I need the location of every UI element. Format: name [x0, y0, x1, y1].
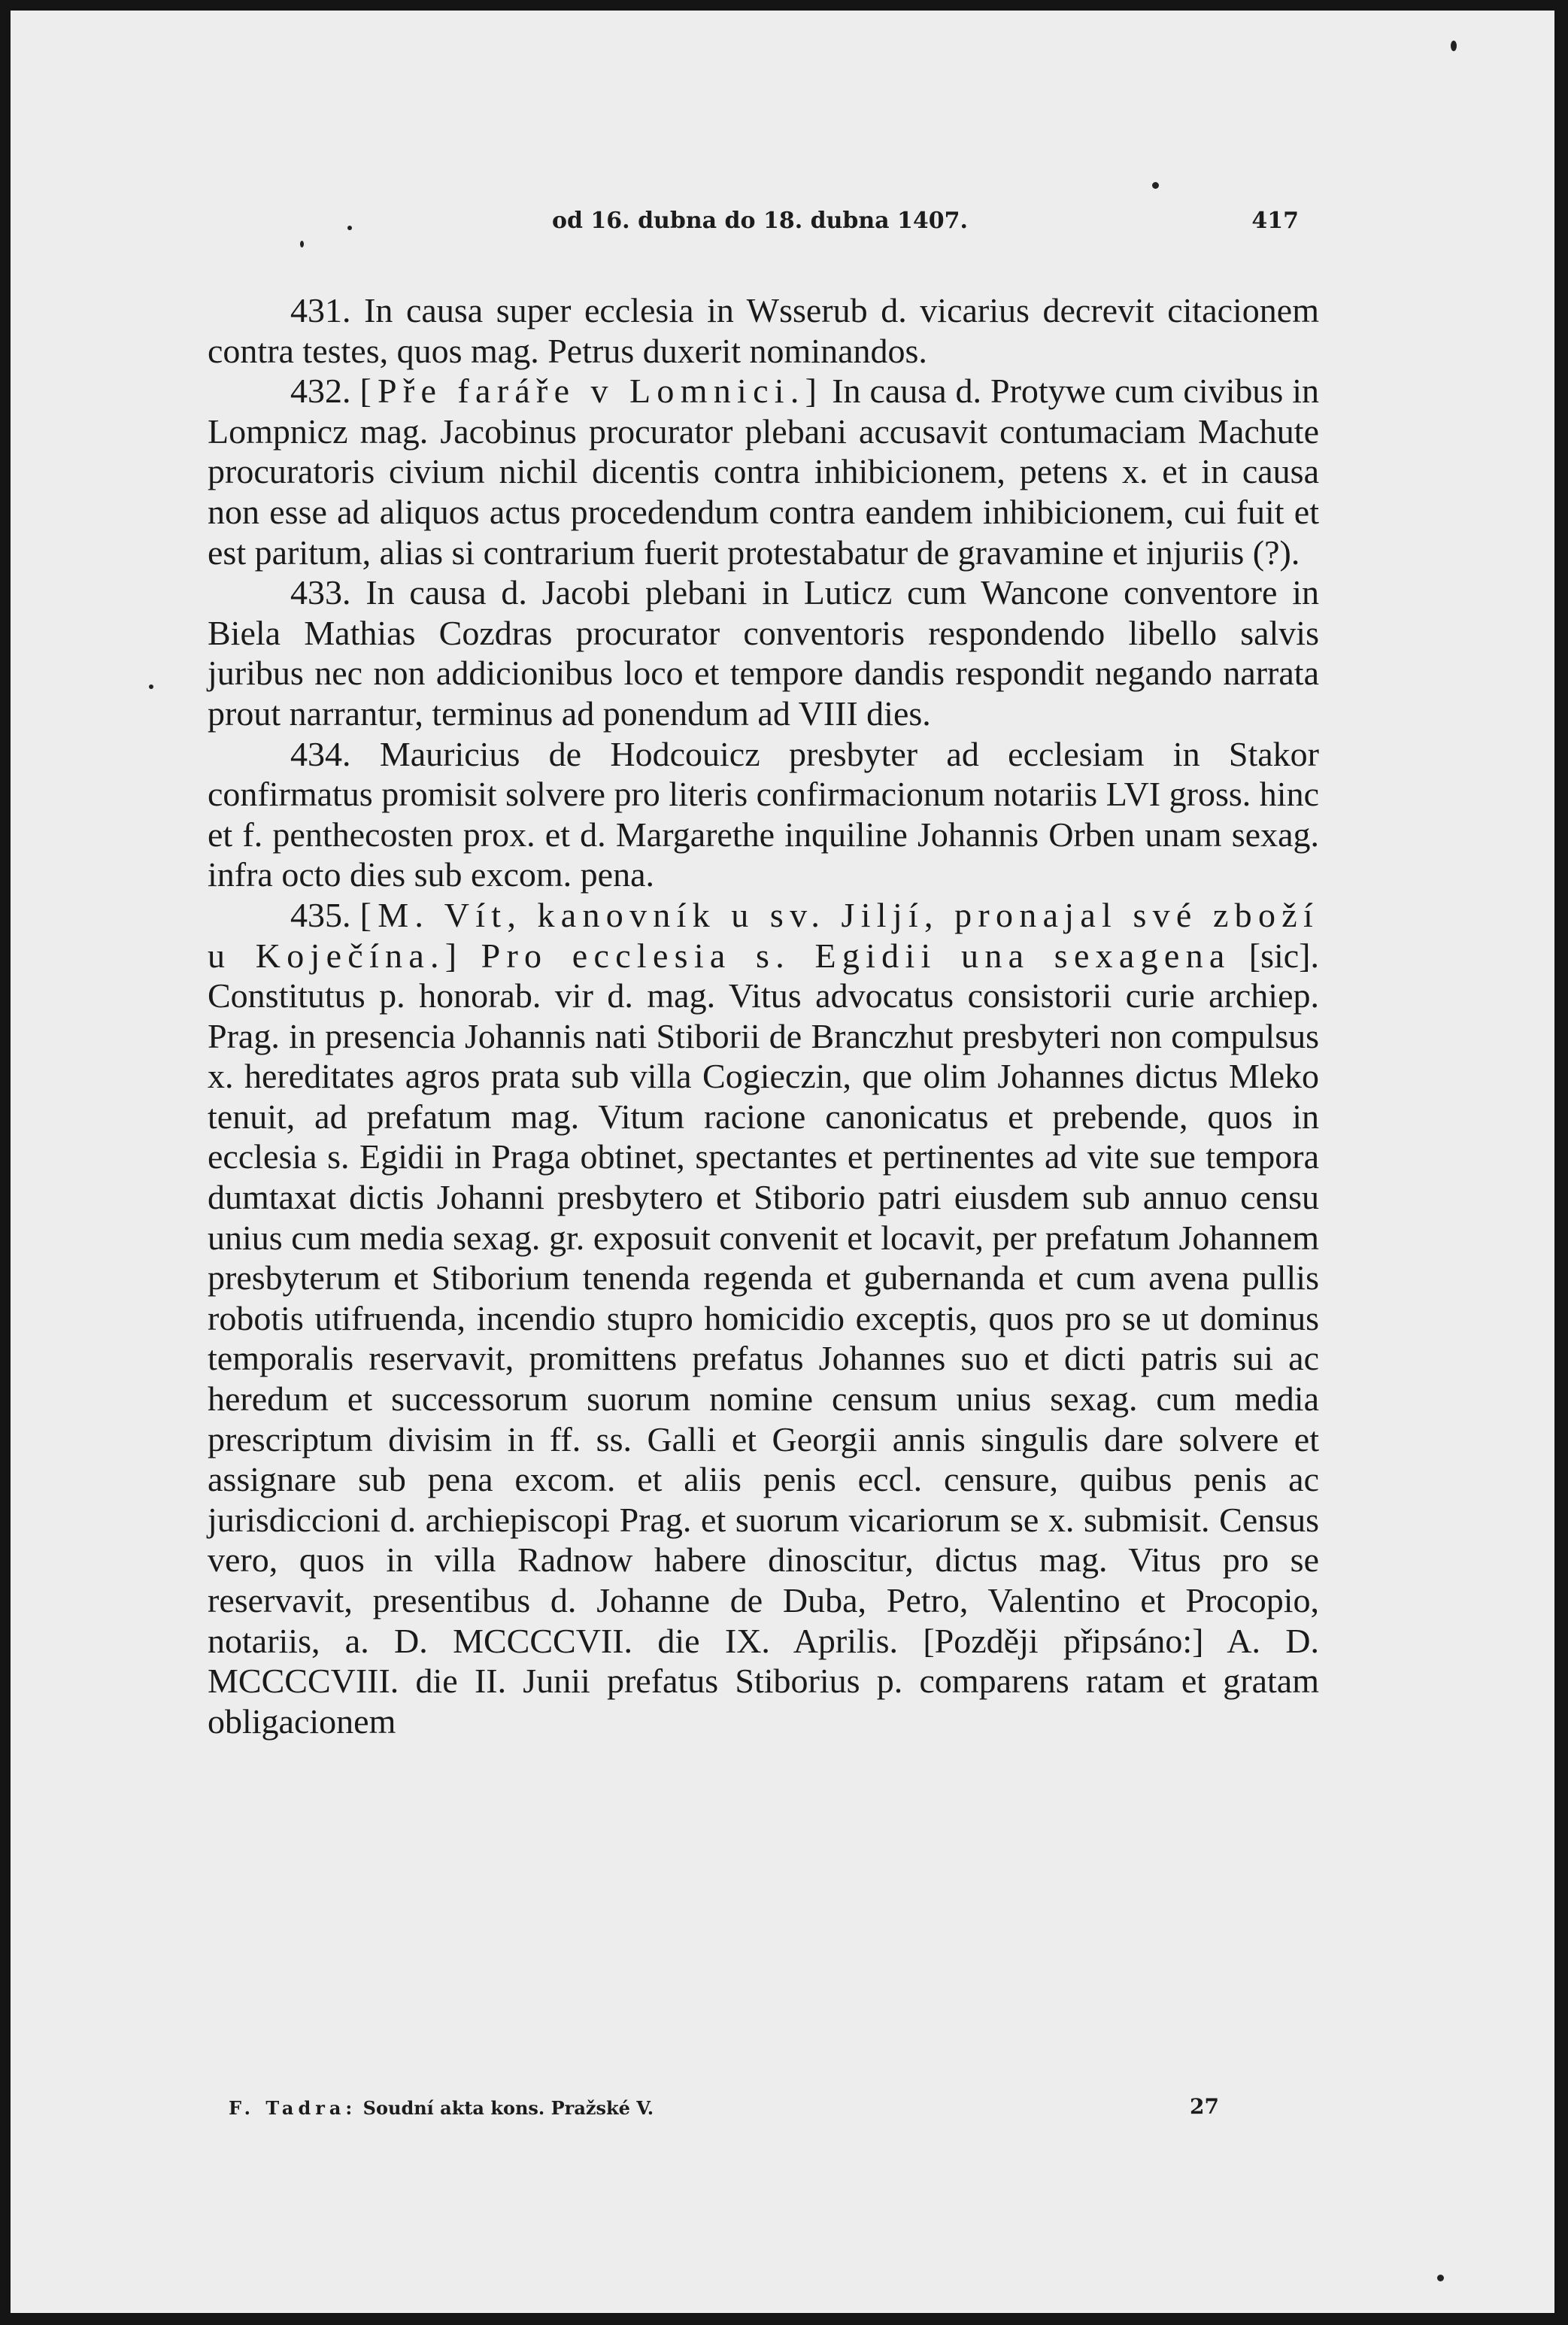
running-title: od 16. dubna do 18. dubna 1407.: [552, 208, 968, 234]
entry-text: Constitutus p. honorab. vir d. mag. Vitus advocatus consistorii curie archiep. Prag. in presencia Johannis nati Stiborii de Branczhut presbyteri non compulsus x. hereditates agros prata sub villa Cogieczin, que olim Johannes dictus Mleko tenuit, ad prefatum mag. Vitum racione canonicatus et prebende, quos in ecclesia s. Egidii in Praga obtinet, spectantes et pertinentes ad vite sue tempora dumtaxat dictis Johanni presbytero et Stiborio patri eiusdem sub annuo censu unius cum media sexag. gr. exposuit convenit et locavit, per prefatum Johannem presbyterum et Stiborium tenenda regenda et gubernanda et cum avena pullis robotis utifruenda, incendio stupro homicidio exceptis, quos pro se ut dominus temporalis reservavit, promittens prefatus Johannes suo et dicti patris sui ac heredum et successorum suorum nomine censum unius sexag. cum media prescriptum divisim in ff. ss. Galli et Georgii annis singulis dare solvere et assignare sub pena excom. et aliis penis eccl. censure, quibus penis ac jurisdiccioni d. archiepiscopi Prag. et suorum vicariorum se x. submisit. Census vero, quos in villa Radnow habere dinoscitur, dictus mag. Vitus pro se reservavit, presentibus d. Johanne de Duba, Petro, Valentino et Procopio, notariis, a. D. MCCCCVII. die IX. Aprilis.: [208, 976, 1319, 1660]
entry-heading: [M. Vít, kanovník u sv. Jiljí, pronajal své zboží u Koječína.]: [208, 895, 1319, 975]
scan-speck: [1437, 2275, 1444, 2281]
page-number: 417: [1251, 208, 1299, 234]
entry-text: In causa d. Protywe cum civibus in Lompnicz mag. Jacobinus procurator plebani accusavit contumaciam Machute procuratoris civium nichil dicentis contra inhibicionem, petens x. et in causa non esse ad aliquos actus procedendum contra eandem inhibicionem, cui fuit et est paritum, alias si contrarium fuerit protestabatur de gravamine et injuriis (?).: [208, 372, 1320, 572]
entry-text: Mauricius de Hodcouicz presbyter ad ecclesiam in Stakor confirmatus promisit solvere pro literis confirmacionum notariis LVI gross. hinc et f. penthecosten prox. et d. Margarethe inquiline Johannis Orben unam sexag. infra octo dies sub excom. pena.: [208, 734, 1320, 894]
entry-heading: [Pře faráře v Lomnici.]: [359, 372, 823, 411]
entry-text: In causa d. Jacobi plebani in Luticz cum Wancone conventore in Biela Mathias Cozdras procurator conventoris respondendo libello salvis juribus nec non addicionibus loco et tempore dandis respondit negando narrata prout narrantur, terminus ad ponendum ad VIII dies.: [208, 573, 1320, 733]
editorial-note: [Později připsáno:]: [923, 1621, 1204, 1660]
scan-speck: [149, 684, 153, 689]
entry-text-continued: A. D. MCCCCVIII. die II. Junii prefatus Stiborius p. comparens ratam et gratam obligacionem: [208, 1621, 1320, 1741]
scan-speck: [1152, 182, 1159, 189]
entry-number: 432.: [290, 372, 351, 411]
footer-author: F. Tadra:: [229, 2097, 357, 2119]
sic-note: [sic].: [1248, 936, 1320, 975]
entry-431: [208, 290, 1319, 371]
printer-signature: [229, 2097, 654, 2119]
body-text: [208, 290, 1319, 1741]
entry-subheading: Pro ecclesia s. Egidii una sexagena: [481, 936, 1231, 975]
gathering-number: 27: [1190, 2094, 1219, 2119]
entry-number: 433.: [290, 573, 351, 612]
entry-433: [208, 572, 1319, 733]
entry-text: In causa super ecclesia in Wsserub d. vicarius decrevit citacionem contra testes, quos mag. Petrus duxerit nominandos.: [208, 291, 1320, 370]
entry-number: 435.: [290, 895, 351, 934]
scan-speck: [300, 241, 304, 247]
entry-number: 434.: [290, 734, 351, 773]
scan-speck: [1451, 41, 1457, 51]
entry-number: 431.: [290, 291, 351, 329]
entry-435: [208, 895, 1319, 1741]
footer-book: Soudní akta kons. Pražské V.: [362, 2097, 654, 2119]
entry-432: [208, 371, 1319, 572]
scan-speck: [347, 226, 352, 230]
entry-434: [208, 734, 1319, 895]
